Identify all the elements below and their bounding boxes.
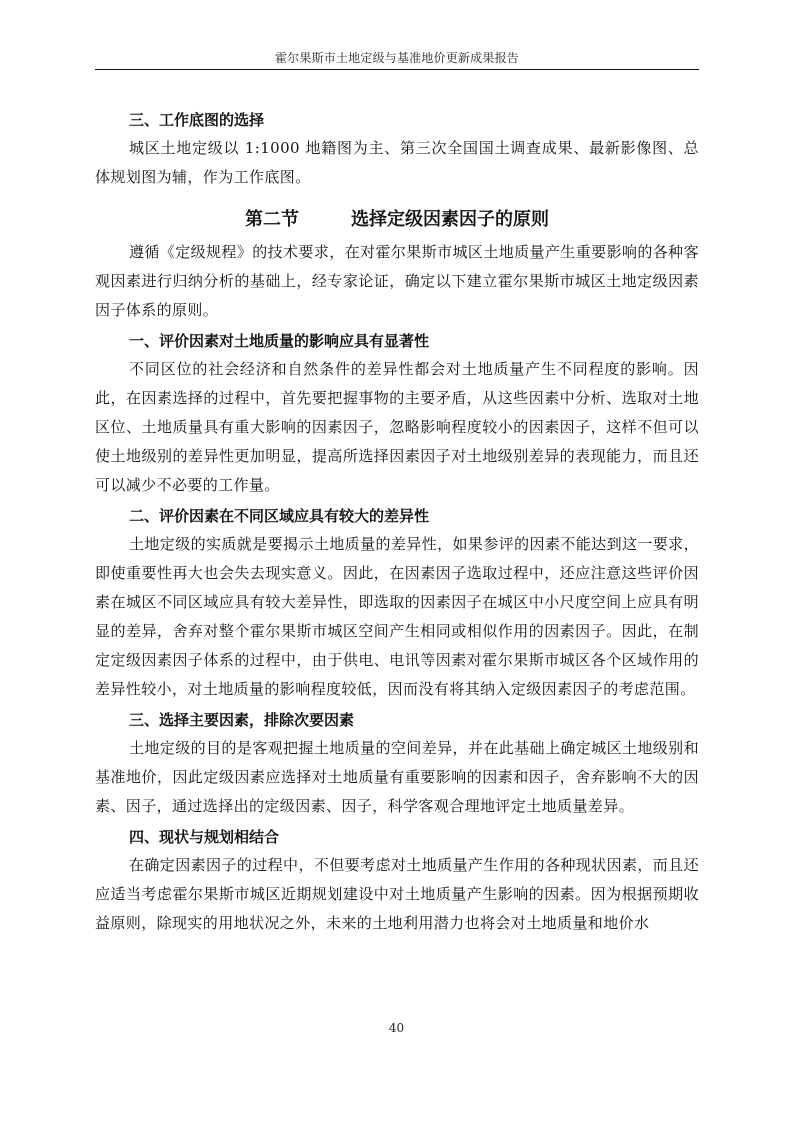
principle-heading-1: 一、评价因素对土地质量的影响应具有显著性: [129, 332, 430, 350]
section-number: 第二节: [245, 209, 299, 230]
page-body: [95, 107, 699, 938]
principle-heading-3: 三、选择主要因素，排除次要因素: [129, 711, 355, 729]
principle-body-1: 不同区位的社会经济和自然条件的差异性都会对土地质量产生不同程度的影响。因此，在因素选择的过程中，首先要把握事物的主要矛盾，从这些因素中分析、选取对土地区位、土地质量具有重大影响的因素因子，忽略影响程度较小的因素因子，这样不但可以使土地级别的差异性更加明显，提高所选择因素因子对土地级别差异的表现能力，而且还可以减少不必要的工作量。: [95, 360, 699, 494]
running-header: 霍尔果斯市土地定级与基准地价更新成果报告: [274, 51, 519, 65]
header-divider: [95, 69, 699, 70]
principle-heading-2: 二、评价因素在不同区域应具有较大的差异性: [129, 507, 430, 525]
paragraph-base-map: 城区土地定级以 1:1000 地籍图为主、第三次全国国土调查成果、最新影像图、总体规划图为辅，作为工作底图。: [95, 139, 699, 186]
paragraph-intro: 遵循《定级规程》的技术要求，在对霍尔果斯市城区土地质量产生重要影响的各种客观因素进行归纳分析的基础上，经专家论证，确定以下建立霍尔果斯市城区土地定级因素因子体系的原则。: [95, 243, 699, 319]
principle-body-2: 土地定级的实质就是要揭示土地质量的差异性，如果参评的因素不能达到这一要求，即使重要性再大也会失去现实意义。因此，在因素因子选取过程中，还应注意这些评价因素在城区不同区域应具有较大差异性，即选取的因素因子在城区中小尺度空间上应具有明显的差异，舍弃对整个霍尔果斯市城区空间产生相同或相似作用的因素因子。因此，在制定定级因素因子体系的过程中，由于供电、电讯等因素对霍尔果斯市城区各个区域作用的差异性较小，对土地质量的影响程度较低，因而没有将其纳入定级因素因子的考虑范围。: [95, 535, 699, 698]
chapter-section-title: [95, 205, 699, 235]
principle-body-3: 土地定级的目的是客观把握土地质量的空间差异，并在此基础上确定城区土地级别和基准地价，因此定级因素应选择对土地质量有重要影响的因素和因子，舍弃影响不大的因素、因子，通过选择出的定级因素、因子，科学客观合理地评定土地质量差异。: [95, 739, 699, 815]
principle-body-4: 在确定因素因子的过程中，不但要考虑对土地质量产生作用的各种现状因素，而且还应适当考虑霍尔果斯市城区近期规划建设中对土地质量产生影响的因素。因为根据预期收益原则，除现实的用地状况之外，未来的土地利用潜力也将会对土地质量和地价水: [95, 856, 699, 932]
principle-heading-4: 四、现状与规划相结合: [129, 828, 280, 846]
section-heading-base-map: 三、工作底图的选择: [129, 111, 265, 129]
page-number: 40: [388, 1021, 405, 1035]
section-title-text: 选择定级因素因子的原则: [351, 209, 549, 230]
